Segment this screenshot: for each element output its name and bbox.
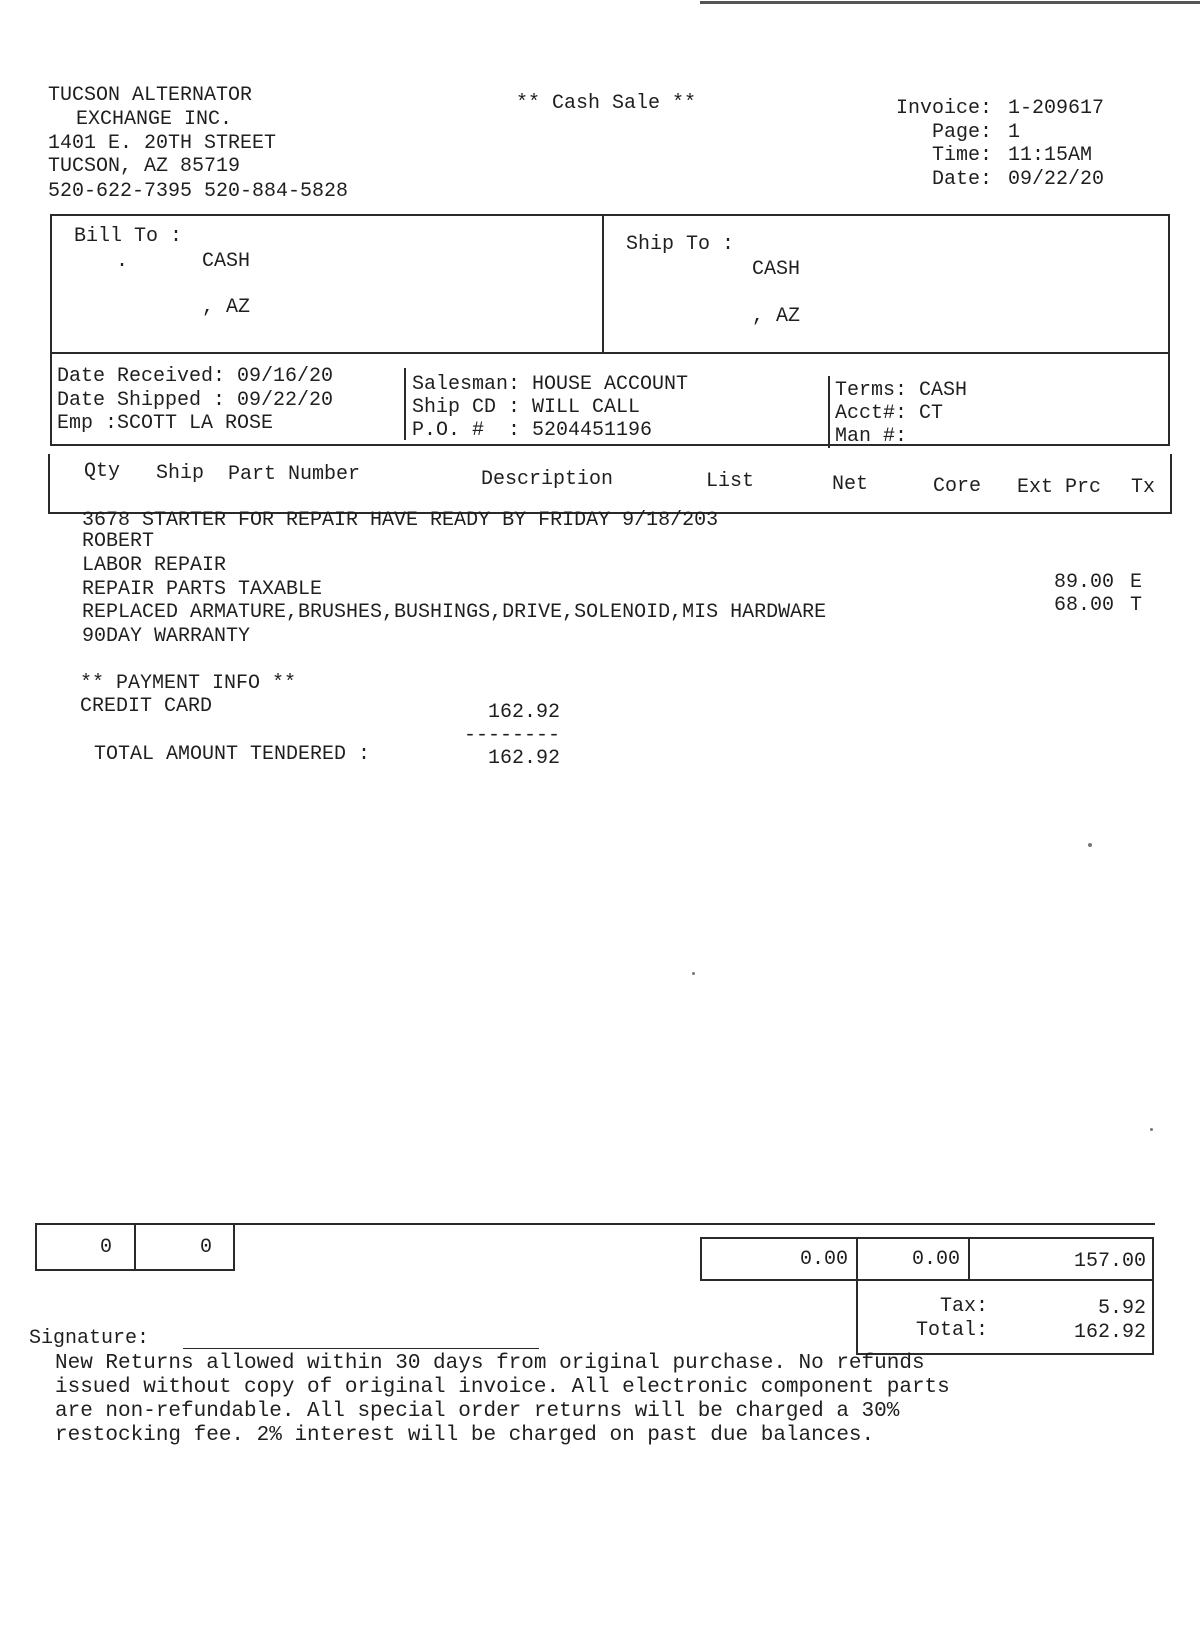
- policy-line: restocking fee. 2% interest will be charged on past due balances.: [55, 1424, 875, 1447]
- payment-rule: --------: [463, 724, 560, 747]
- company-city: TUCSON, AZ 85719: [48, 155, 241, 178]
- scan-edge-line: [700, 1, 1200, 4]
- line-tax-code: T: [1130, 594, 1143, 617]
- total-tendered-amount: 162.92: [487, 747, 560, 770]
- line-item-text: 3678 STARTER FOR REPAIR HAVE READY BY FRIDAY 9/18/203: [82, 509, 719, 532]
- total-box-1-value: 0: [99, 1236, 112, 1259]
- payment-method-amount: 162.92: [487, 701, 560, 724]
- bill-to-label: Bill To :: [74, 225, 183, 248]
- policy-line: New Returns allowed within 30 days from original purchase. No refunds: [55, 1352, 925, 1375]
- subtotal-value: 157.00: [1073, 1250, 1146, 1273]
- signature-line: [183, 1348, 539, 1349]
- grand-total-value: 162.92: [1073, 1321, 1146, 1344]
- payment-header: ** PAYMENT INFO **: [80, 672, 297, 695]
- column-list: List: [706, 470, 755, 493]
- ship-to-name: CASH: [752, 258, 801, 281]
- terms: Terms: CASH: [835, 379, 968, 402]
- policy-line: issued without copy of original invoice. All electronic component parts: [55, 1376, 950, 1399]
- order-info-divider-1: [404, 368, 406, 440]
- total-box-4-value: 0.00: [911, 1248, 960, 1271]
- page-label: Page:: [931, 121, 992, 144]
- ship-code: Ship CD : WILL CALL: [412, 396, 641, 419]
- signature-label: Signature:: [29, 1327, 150, 1350]
- bill-to-dot: .: [116, 250, 129, 273]
- invoice-number: 1-209617: [1008, 97, 1105, 120]
- total-tendered-label: TOTAL AMOUNT TENDERED :: [94, 743, 371, 766]
- time-label: Time:: [931, 144, 992, 167]
- salesman: Salesman: HOUSE ACCOUNT: [412, 373, 689, 396]
- payment-method: CREDIT CARD: [80, 695, 213, 718]
- company-name-line2: EXCHANGE INC.: [76, 108, 233, 131]
- column-ext-prc: Ext Prc: [1017, 476, 1102, 499]
- column-qty: Qty: [84, 460, 121, 483]
- company-name-line1: TUCSON ALTERNATOR: [48, 84, 253, 107]
- date-value: 09/22/20: [1008, 168, 1105, 191]
- line-item-text: ROBERT: [82, 530, 155, 553]
- employee: Emp :SCOTT LA ROSE: [57, 412, 274, 435]
- tax-label: Tax:: [939, 1295, 988, 1318]
- invoice-label: Invoice:: [895, 97, 992, 120]
- company-phones: 520-622-7395 520-884-5828: [48, 180, 349, 203]
- company-address: 1401 E. 20TH STREET: [48, 132, 277, 155]
- address-divider: [602, 216, 604, 354]
- address-box: [50, 214, 1170, 354]
- total-box-3-value: 0.00: [799, 1248, 848, 1271]
- man-number: Man #:: [835, 425, 908, 448]
- line-item-text: LABOR REPAIR: [82, 554, 227, 577]
- account-number: Acct#: CT: [835, 402, 944, 425]
- tax-value: 5.92: [1097, 1297, 1146, 1320]
- column-net: Net: [832, 473, 869, 496]
- scan-speck: [1088, 843, 1092, 847]
- total-box-2-value: 0: [199, 1236, 212, 1259]
- line-amount: 89.00: [1053, 571, 1114, 594]
- line-item-text: 90DAY WARRANTY: [82, 625, 251, 648]
- line-item-text: REPAIR PARTS TAXABLE: [82, 578, 323, 601]
- line-item-text: REPLACED ARMATURE,BRUSHES,BUSHINGS,DRIVE,SOLENOID,MIS HARDWARE: [82, 601, 827, 624]
- date-received: Date Received: 09/16/20: [57, 365, 334, 388]
- time-value: 11:15AM: [1008, 144, 1093, 167]
- sale-type-title: ** Cash Sale **: [516, 92, 697, 115]
- line-tax-code: E: [1130, 571, 1143, 594]
- ship-to-state: , AZ: [752, 305, 801, 328]
- column-tx: Tx: [1131, 476, 1156, 499]
- bill-to-state: , AZ: [202, 296, 251, 319]
- scan-speck: [1150, 1128, 1153, 1131]
- line-amount: 68.00: [1053, 594, 1114, 617]
- date-shipped: Date Shipped : 09/22/20: [57, 389, 334, 412]
- policy-line: are non-refundable. All special order returns will be charged a 30%: [55, 1400, 900, 1423]
- column-part-number: Part Number: [228, 463, 361, 486]
- ship-to-label: Ship To :: [626, 233, 735, 256]
- order-info-divider-2: [828, 376, 830, 448]
- date-label: Date:: [931, 168, 992, 191]
- po-number: P.O. # : 5204451196: [412, 419, 653, 442]
- column-description: Description: [481, 468, 614, 491]
- scan-speck: [692, 972, 695, 975]
- column-ship: Ship: [156, 462, 205, 485]
- column-core: Core: [933, 475, 982, 498]
- grand-total-label: Total:: [915, 1319, 988, 1342]
- bill-to-name: CASH: [202, 250, 251, 273]
- page-number: 1: [1008, 121, 1021, 144]
